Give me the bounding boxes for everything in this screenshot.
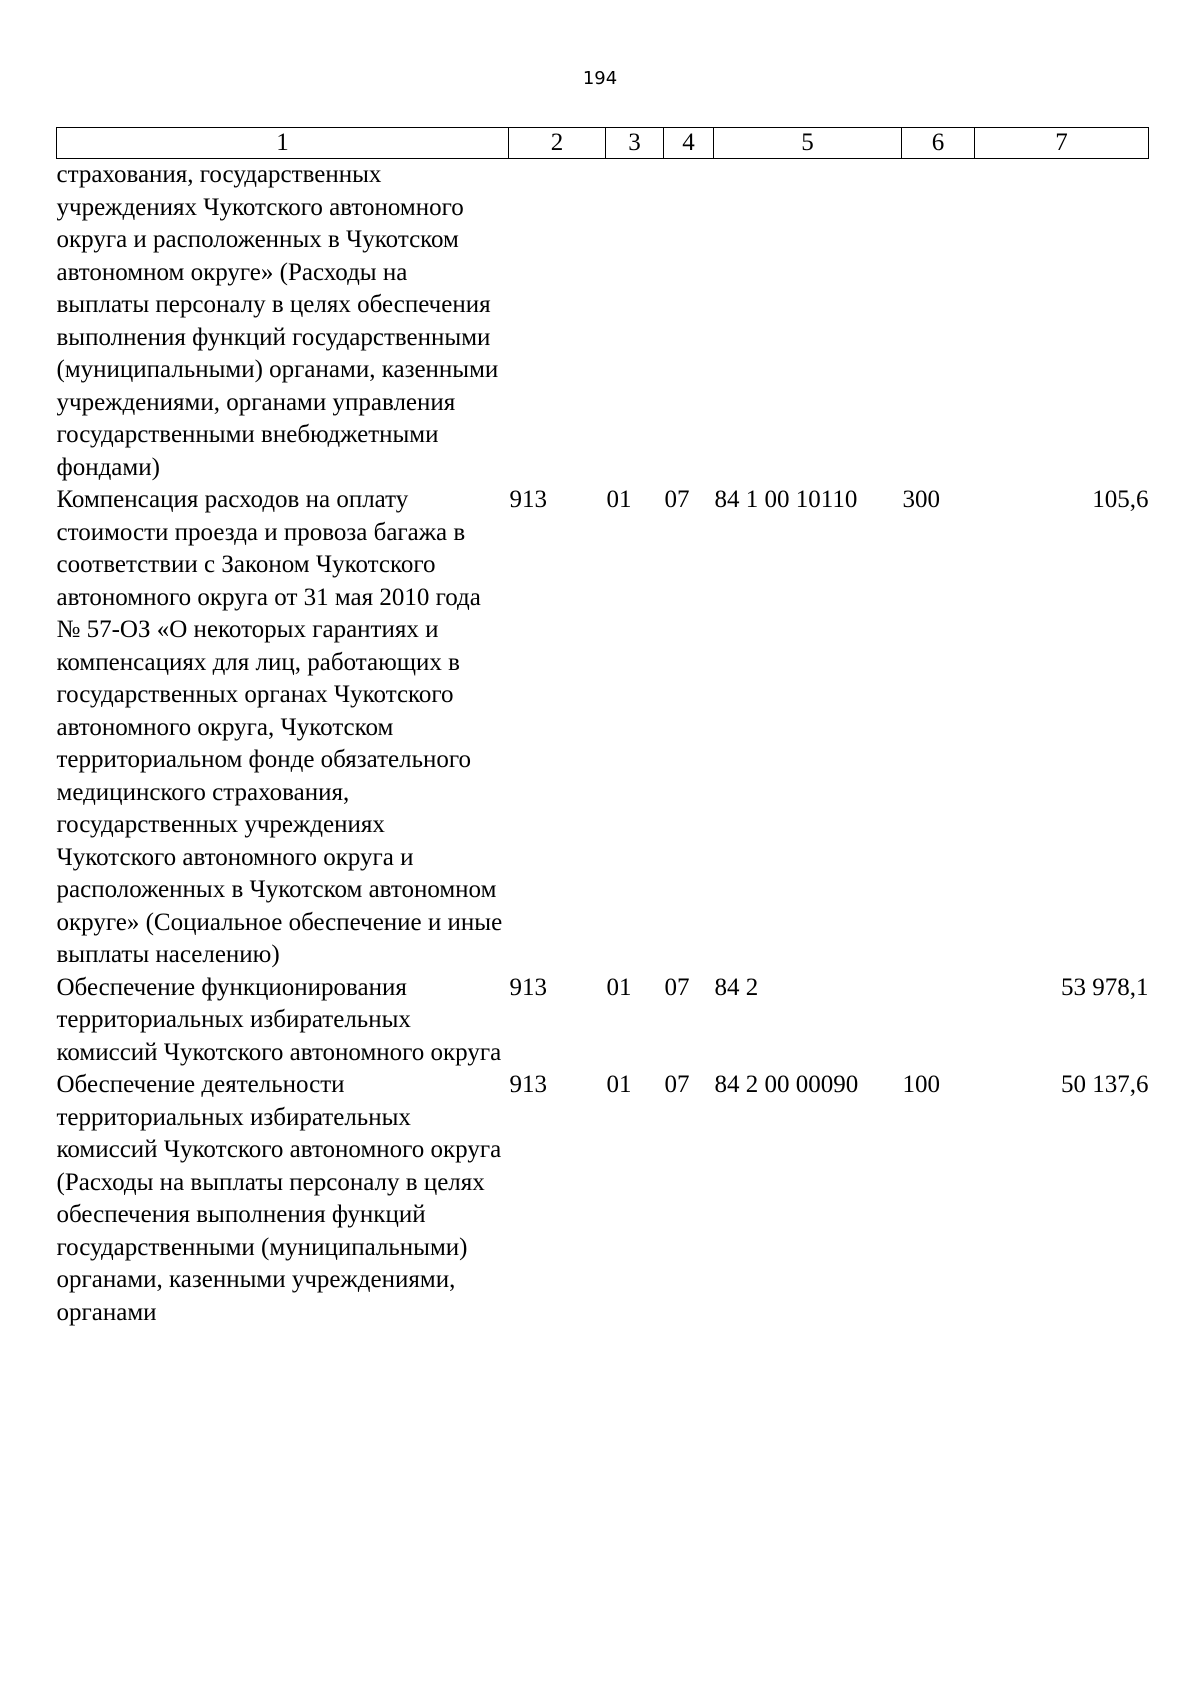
row-amount: 105,6 xyxy=(1092,486,1149,513)
row-target-article: 84 1 00 10110 xyxy=(714,486,858,513)
row-target-article: 84 2 00 00090 xyxy=(714,1071,859,1098)
page-number: 194 xyxy=(582,68,618,89)
row-description: Обеспечение деятельности территориальных избирательных комиссий Чукотского автономного округа (Расходы на выплаты персоналу в целях обеспечения выполнения функций государственными (муниципальными) органами, казенными учреждениями, органами xyxy=(56,1071,502,1326)
header-col-1: 1 xyxy=(57,128,509,159)
row-section: 01 xyxy=(606,973,632,1001)
row-subsection: 07 xyxy=(664,486,690,513)
row-description: страхования, государственных учреждениях Чукотского автономного округа и расположенных в Чукотском автономном округе» (Расходы на выплаты персоналу в целях обеспечения выполнения функций государственными (муниципальными) органами, казенными учреждениями, органами управления государственными внебюджетными фондами) xyxy=(56,161,499,481)
row-target-article: 84 2 xyxy=(714,973,759,1001)
table-row xyxy=(57,1069,1149,1329)
row-subsection: 07 xyxy=(664,973,690,1001)
row-subsection xyxy=(664,159,714,485)
row-amount: 53 978,1 xyxy=(1061,973,1149,1001)
header-col-6: 6 xyxy=(902,128,975,159)
header-col-3: 3 xyxy=(606,128,664,159)
row-section: 01 xyxy=(606,1071,632,1098)
row-expense-type xyxy=(902,972,975,1070)
row-amount xyxy=(975,159,1149,485)
row-amount: 50 137,6 xyxy=(1061,1071,1149,1098)
row-target-article xyxy=(714,159,902,485)
table-header xyxy=(57,128,1149,159)
row-grbs: 913 xyxy=(509,1071,547,1098)
header-col-7: 7 xyxy=(975,128,1149,159)
header-col-4: 4 xyxy=(664,128,714,159)
table-row xyxy=(57,484,1149,972)
row-grbs: 913 xyxy=(509,486,547,513)
row-expense-type: 300 xyxy=(902,486,940,513)
row-section: 01 xyxy=(606,486,632,513)
header-col-2: 2 xyxy=(509,128,606,159)
row-subsection: 07 xyxy=(664,1071,690,1098)
row-section xyxy=(606,159,664,485)
row-description: Обеспечение функционирования территориальных избирательных комиссий Чукотского автономного округа xyxy=(56,973,502,1066)
budget-table xyxy=(56,127,1149,1329)
row-grbs xyxy=(509,159,606,485)
table-row xyxy=(57,972,1149,1070)
table-body xyxy=(57,159,1149,1330)
row-grbs: 913 xyxy=(509,973,547,1001)
row-expense-type xyxy=(902,159,975,485)
row-expense-type: 100 xyxy=(902,1071,940,1098)
header-row xyxy=(57,128,1149,159)
row-description: Компенсация расходов на оплату стоимости проезда и провоза багажа в соответствии с Законом Чукотского автономного округа от 31 мая 2010 года № 57-ОЗ «О некоторых гарантиях и компенсациях для лиц, работающих в государственных органах Чукотского автономного округа, Чукотском территориальном фонде обязательного медицинского страхования, государственных учреждениях Чукотского автономного округа и расположенных в Чукотском автономном округе» (Социальное обеспечение и иные выплаты населению) xyxy=(56,486,503,968)
table-row xyxy=(57,159,1149,485)
header-col-5: 5 xyxy=(714,128,902,159)
